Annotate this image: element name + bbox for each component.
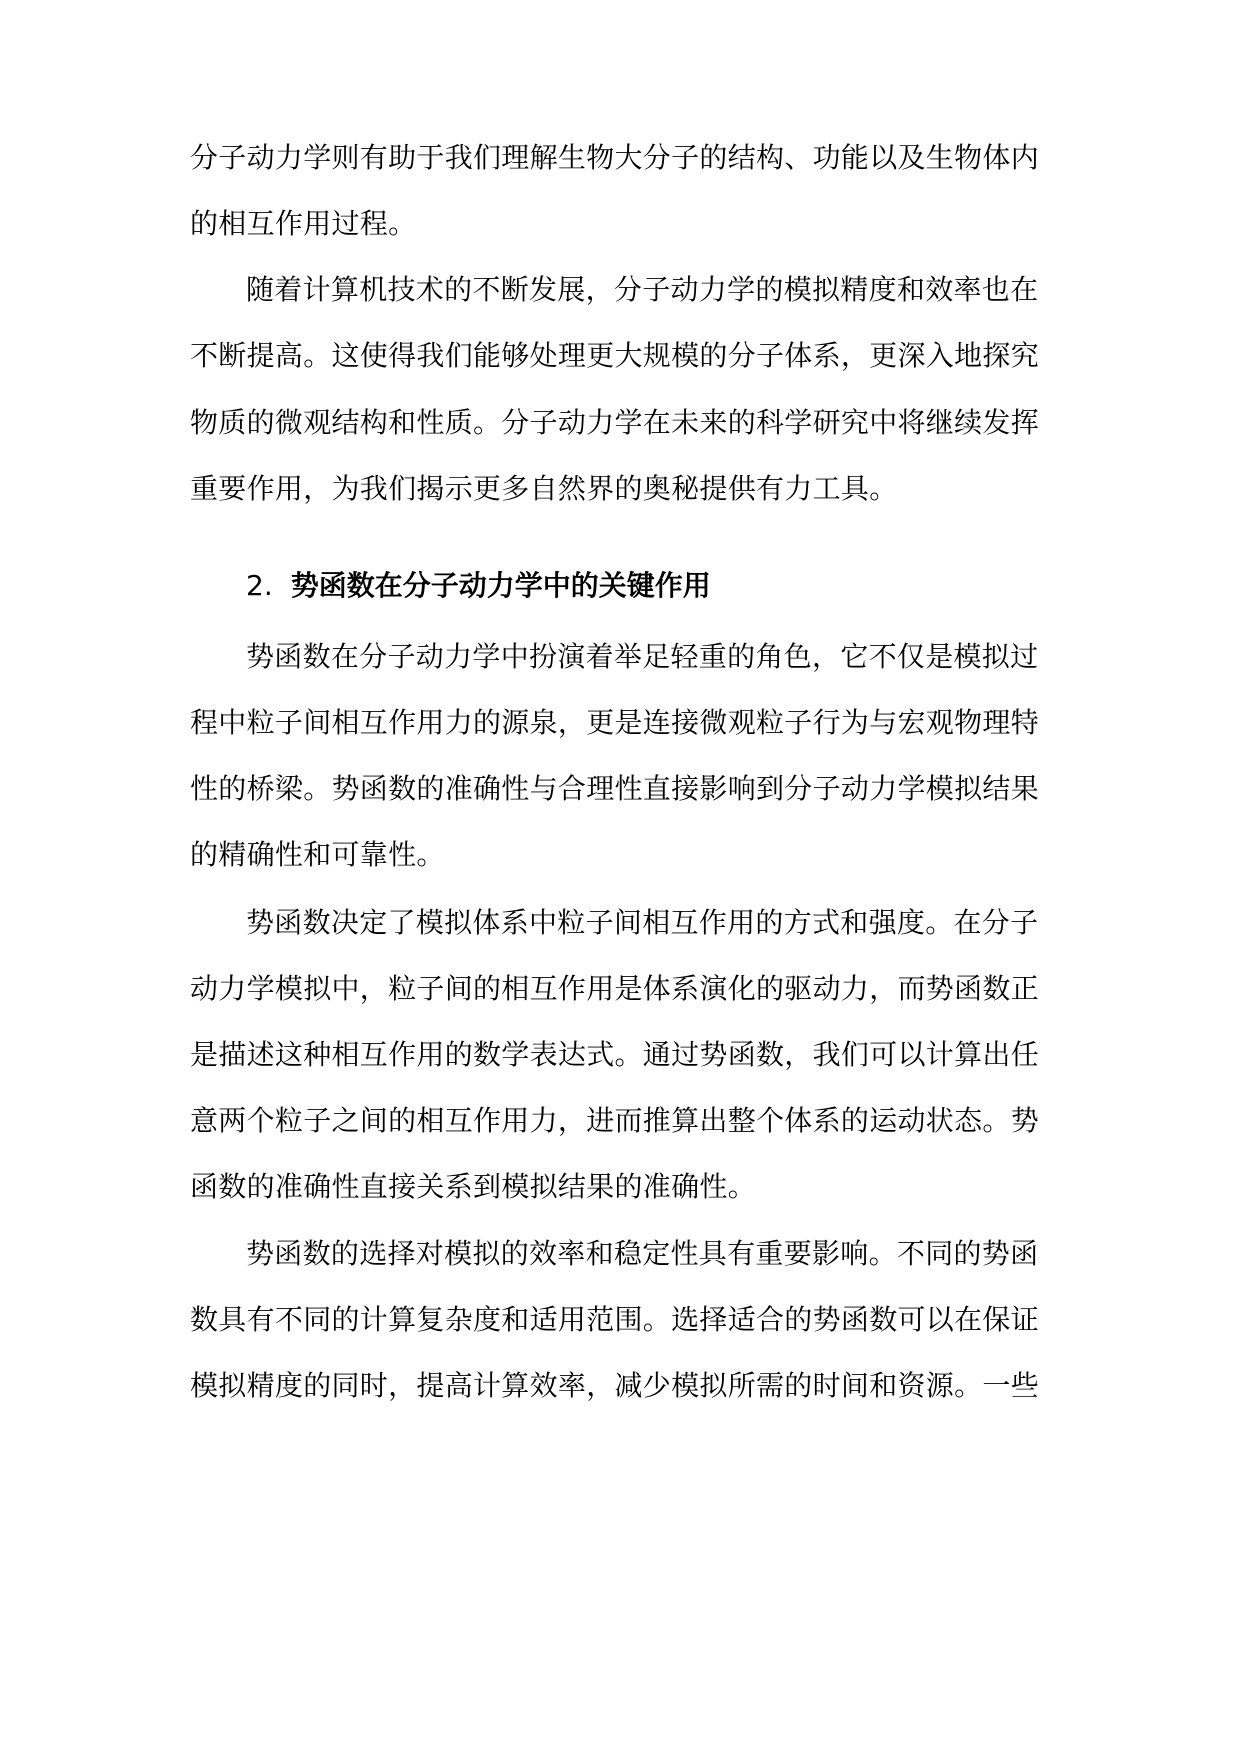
paragraph-line: 物质的微观结构和性质。分子动力学在未来的科学研究中将继续发挥 <box>190 406 1040 439</box>
paragraph-line: 是描述这种相互作用的数学表达式。通过势函数，我们可以计算出任 <box>190 1038 1040 1071</box>
paragraph-line: 随着计算机技术的不断发展，分子动力学的模拟精度和效率也在 <box>246 273 1039 306</box>
paragraph-line: 不断提高。这使得我们能够处理更大规模的分子体系，更深入地探究 <box>190 339 1040 372</box>
paragraph-line: 的精确性和可靠性。 <box>190 838 445 871</box>
paragraph-line: 性的桥梁。势函数的准确性与合理性直接影响到分子动力学模拟结果 <box>190 772 1040 805</box>
paragraph-line: 势函数在分子动力学中扮演着举足轻重的角色，它不仅是模拟过 <box>246 640 1039 673</box>
paragraph-line: 意两个粒子之间的相互作用力，进而推算出整个体系的运动状态。势 <box>190 1104 1040 1137</box>
section-number: 2. <box>246 569 273 602</box>
paragraph-line: 势函数决定了模拟体系中粒子间相互作用的方式和强度。在分子 <box>246 906 1039 939</box>
paragraph-line: 模拟精度的同时，提高计算效率，减少模拟所需的时间和资源。一些 <box>190 1369 1040 1402</box>
paragraph-line: 程中粒子间相互作用力的源泉，更是连接微观粒子行为与宏观物理特 <box>190 706 1040 739</box>
paragraph-line: 数具有不同的计算复杂度和适用范围。选择适合的势函数可以在保证 <box>190 1303 1040 1336</box>
paragraph-line: 分子动力学则有助于我们理解生物大分子的结构、功能以及生物体内 <box>190 141 1040 174</box>
paragraph-line: 的相互作用过程。 <box>190 207 417 240</box>
paragraph-line: 动力学模拟中，粒子间的相互作用是体系演化的驱动力，而势函数正 <box>190 972 1040 1005</box>
paragraph-line: 势函数的选择对模拟的效率和稳定性具有重要影响。不同的势函 <box>246 1237 1039 1270</box>
section-heading <box>246 566 711 606</box>
paragraph-line: 重要作用，为我们揭示更多自然界的奥秘提供有力工具。 <box>190 472 898 505</box>
paragraph-line: 函数的准确性直接关系到模拟结果的准确性。 <box>190 1170 757 1203</box>
section-title: 势函数在分子动力学中的关键作用 <box>290 569 711 602</box>
